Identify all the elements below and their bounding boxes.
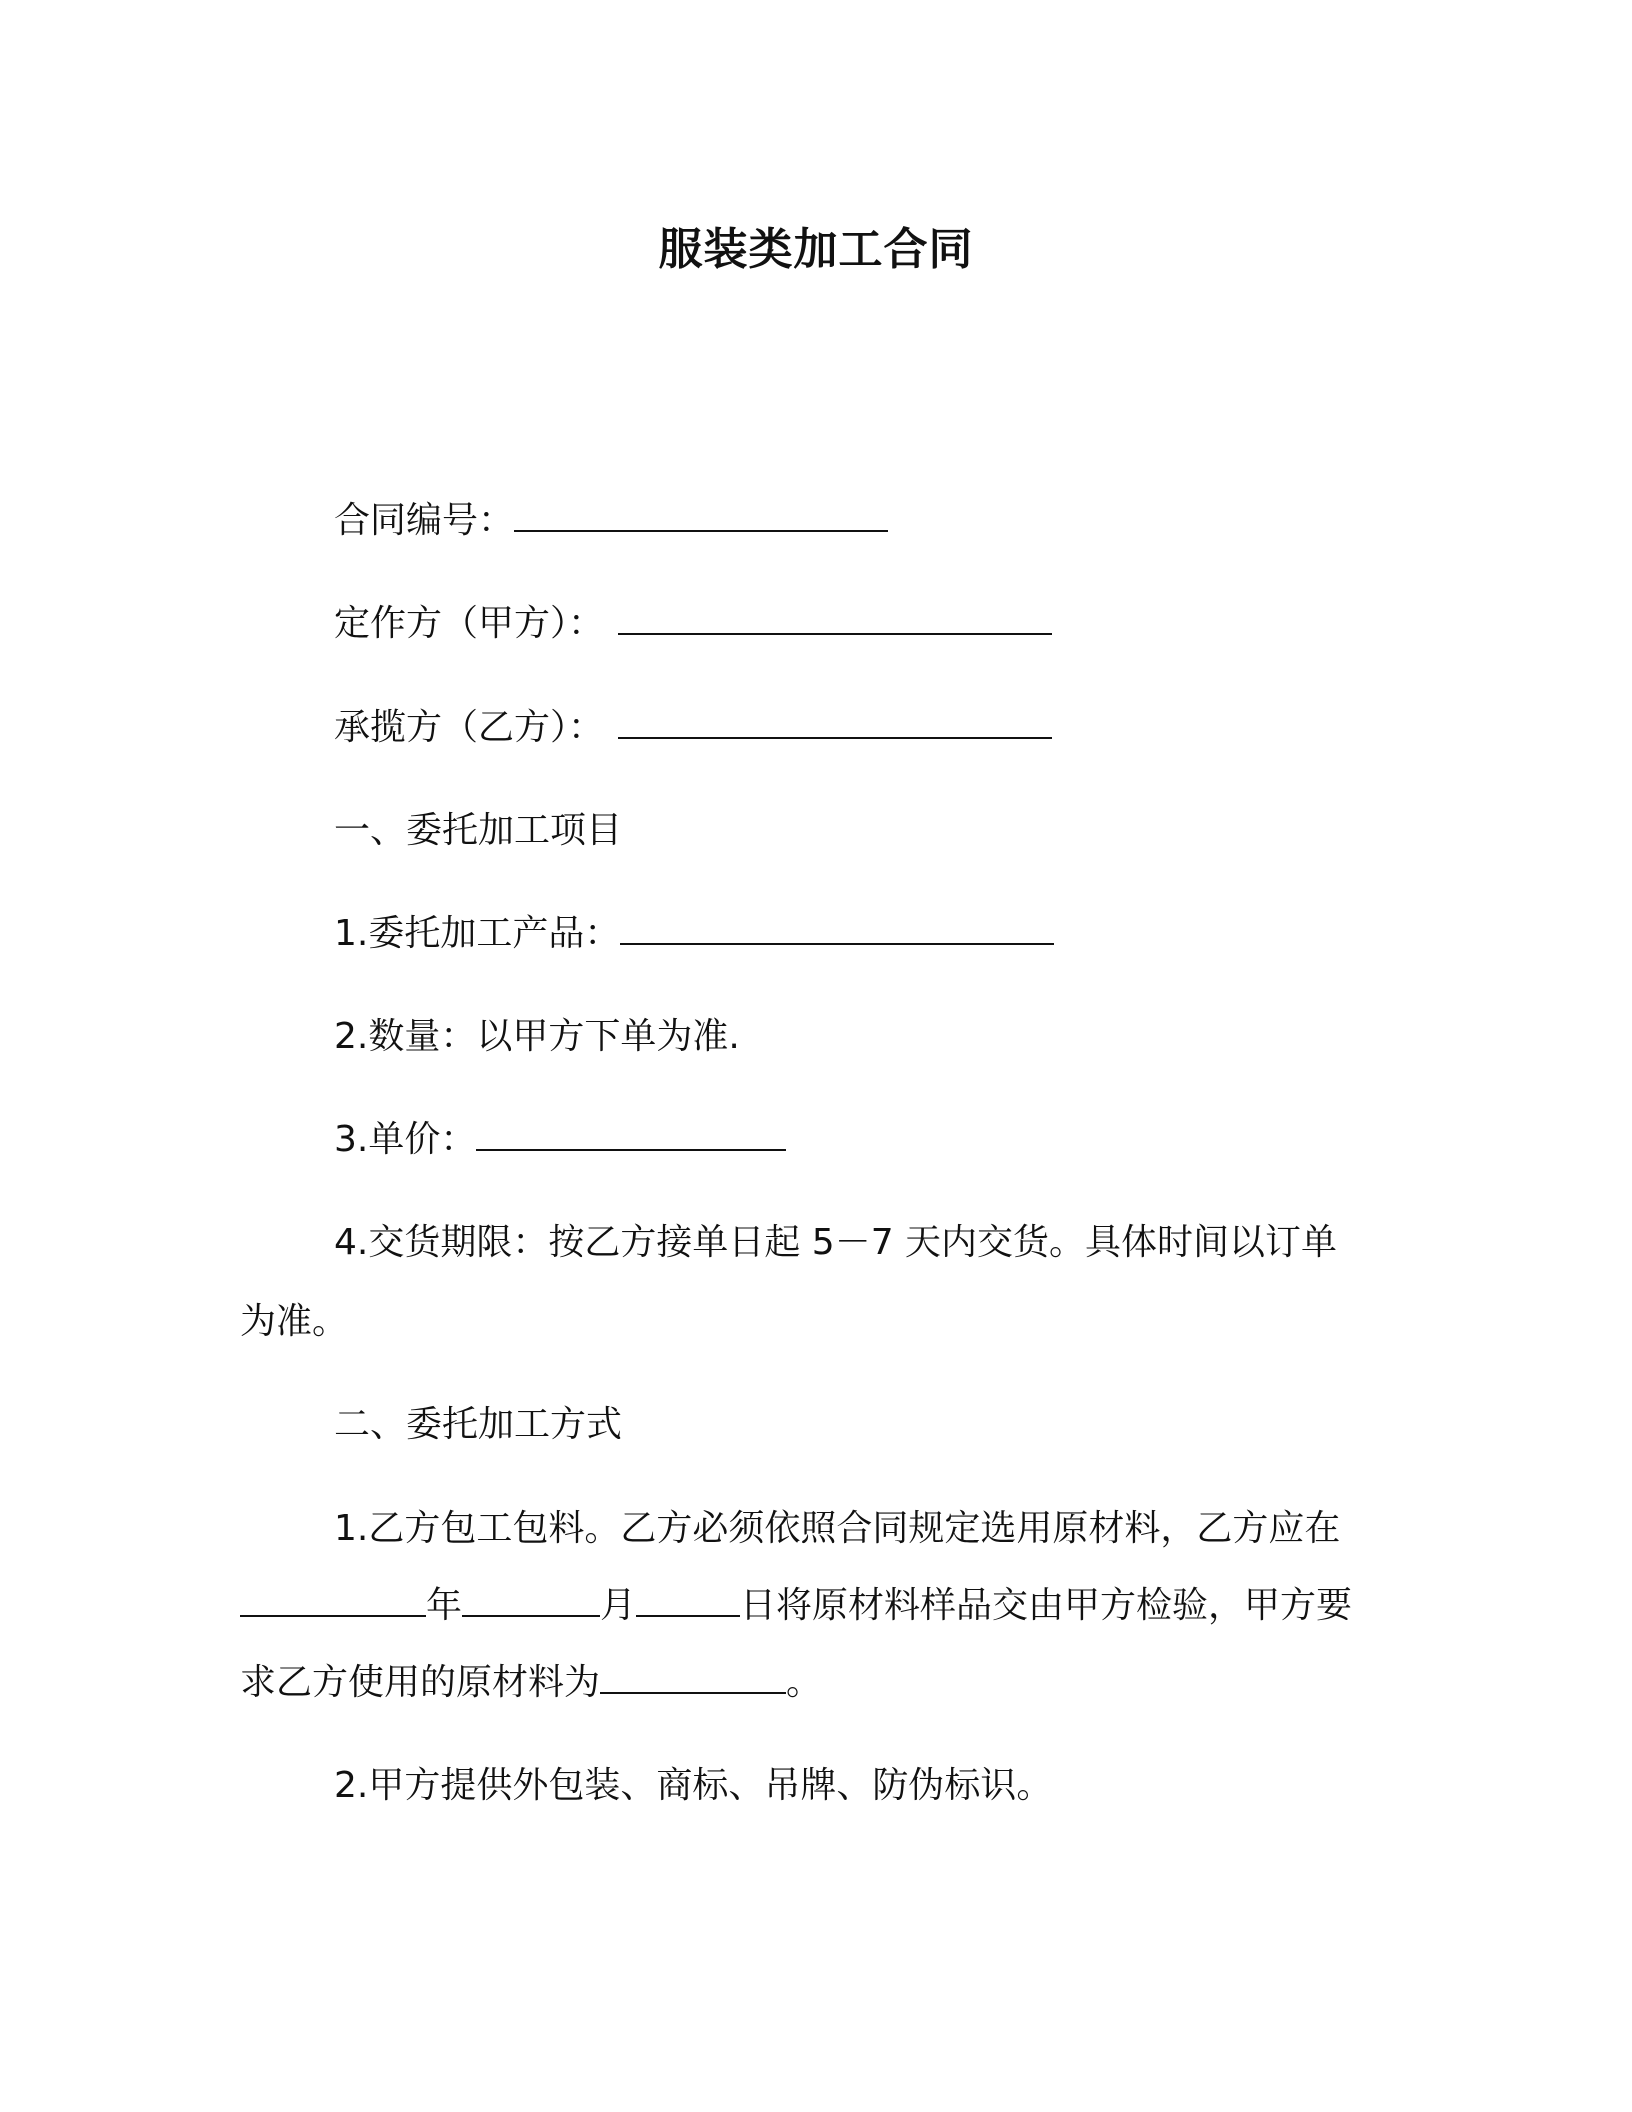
section1-item1-label: 1.委托加工产品：: [334, 913, 621, 954]
party-a-line: [334, 599, 1052, 649]
contract-no-label: 合同编号：: [334, 500, 515, 541]
party-b-line: [334, 703, 1052, 753]
product-blank[interactable]: [620, 913, 1054, 945]
page-title: 服装类加工合同: [658, 224, 974, 275]
month-blank[interactable]: [462, 1585, 600, 1617]
material-blank[interactable]: [600, 1662, 786, 1694]
section1-item1: [334, 909, 1054, 959]
material-text: 求乙方使用的原材料为: [240, 1662, 601, 1703]
section2-item1-line2: [240, 1581, 1352, 1631]
year-label: 年: [426, 1585, 463, 1626]
month-label: 月: [600, 1585, 637, 1626]
day-blank[interactable]: [636, 1585, 740, 1617]
section2-heading: 二、委托加工方式: [334, 1404, 623, 1445]
day-text: 日将原材料样品交由甲方检验，甲方要: [740, 1585, 1353, 1626]
section2-item1-line3: [240, 1658, 822, 1708]
contract-no-blank[interactable]: [514, 500, 888, 532]
section1-item4-line1: 4.交货期限：按乙方接单日起 5－7 天内交货。具体时间以订单: [334, 1222, 1338, 1263]
year-blank[interactable]: [240, 1585, 426, 1617]
section2-item1-line1: 1.乙方包工包料。乙方必须依照合同规定选用原材料，乙方应在: [334, 1508, 1341, 1549]
contract-no-line: [334, 496, 888, 546]
section1-item3: [334, 1115, 786, 1165]
section1-item4-line2: 为准。: [240, 1301, 349, 1342]
party-a-label: 定作方（甲方）：: [334, 603, 605, 644]
material-end: 。: [786, 1662, 823, 1703]
section2-item2: 2.甲方提供外包装、商标、吊牌、防伪标识。: [334, 1765, 1053, 1806]
section1-heading: 一、委托加工项目: [334, 810, 623, 851]
party-b-label: 承揽方（乙方）：: [334, 707, 605, 748]
section1-item2: 2.数量：以甲方下单为准.: [334, 1016, 740, 1057]
price-blank[interactable]: [476, 1119, 786, 1151]
party-b-blank[interactable]: [618, 707, 1052, 739]
party-a-blank[interactable]: [618, 603, 1052, 635]
section1-item3-label: 3.单价：: [334, 1119, 477, 1160]
